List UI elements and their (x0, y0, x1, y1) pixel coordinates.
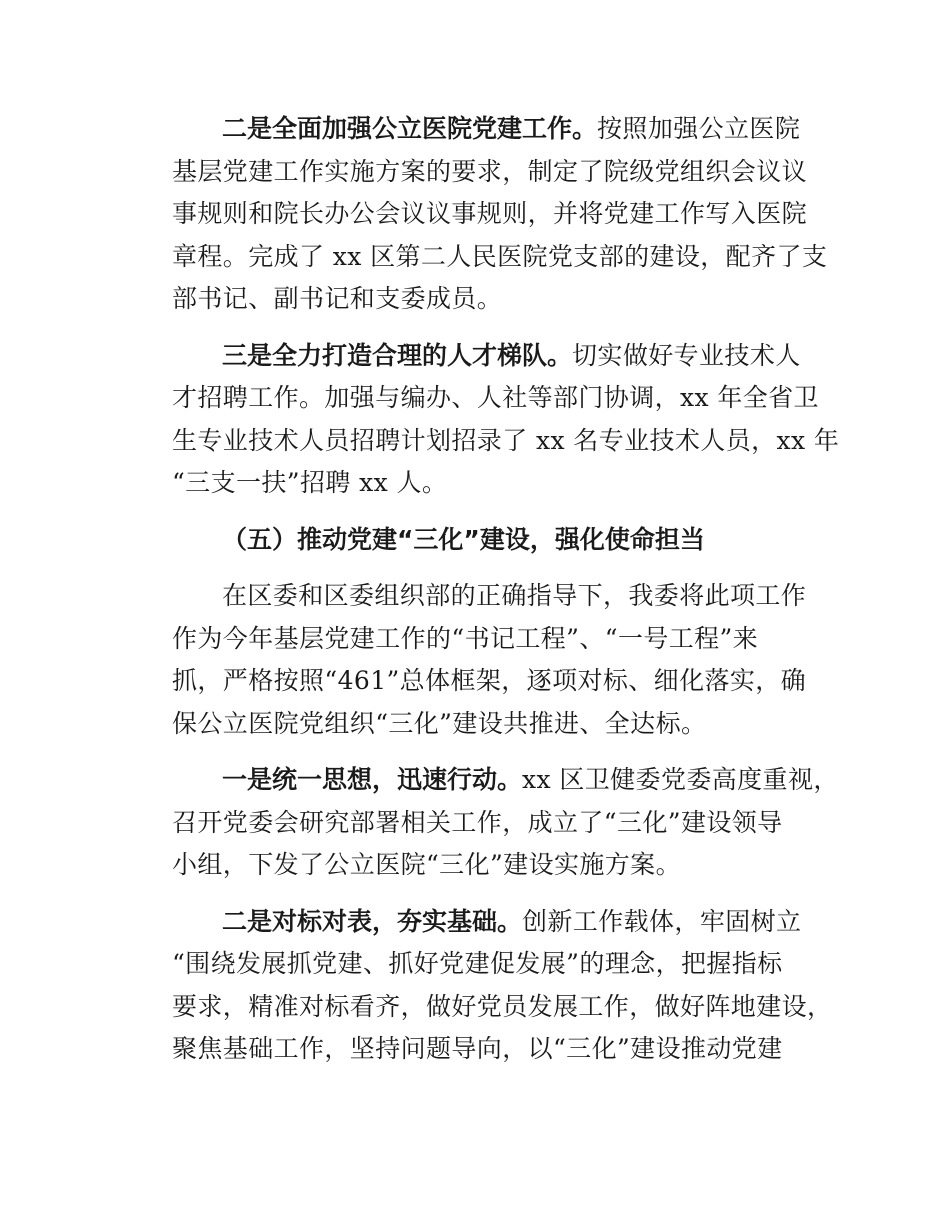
paragraph-line: 小组，下发了公立医院“三化”建设实施方案。 (172, 850, 681, 879)
paragraph-line: 要求，精准对标看齐，做好党员发展工作，做好阵地建设， (172, 991, 833, 1021)
paragraph-line: “三支一扶”招聘 xx 人。 (172, 468, 448, 497)
paragraph-line: “围绕发展抓党建、抓好党建促发展”的理念，把握指标 (172, 949, 783, 978)
paragraph-line: 基层党建工作实施方案的要求，制定了院级党组织会议议 (172, 156, 808, 186)
paragraph-line: 才招聘工作。加强与编办、人社等部门协调，xx 年全省卫 (172, 383, 819, 412)
paragraph-line: 在区委和区委组织部的正确指导下，我委将此项工作 (222, 581, 807, 610)
paragraph-text: 切实做好专业技术人 (572, 340, 801, 370)
paragraph-talent-team (172, 335, 840, 505)
paragraph-lead: 一是统一思想，迅速行动。 (222, 765, 523, 794)
paragraph-line: 保公立医院党组织“三化”建设共推进、全达标。 (172, 708, 707, 738)
paragraph-line: 聚焦基础工作，坚持问题导向，以“三化”建设推动党建 (172, 1034, 783, 1063)
paragraph-lead: 三是全力打造合理的人才梯队。 (222, 340, 573, 370)
paragraph-line: 部书记、副书记和支委成员。 (172, 284, 503, 313)
paragraph-line: 抓，严格按照“461”总体框架，逐项对标、细化落实，确 (172, 666, 807, 695)
paragraph-line: 召开党委会研究部署相关工作，成立了“三化”建设领导 (172, 807, 783, 837)
paragraph-lead: 二是对标对表，夯实基础。 (222, 906, 523, 936)
paragraph-benchmarking (172, 901, 833, 1071)
paragraph-intro (172, 575, 808, 745)
paragraph-line: 章程。完成了 xx 区第二人民医院党支部的建设，配齐了支 (172, 241, 828, 271)
paragraph-text: 创新工作载体，牢固树立 (522, 906, 802, 936)
paragraph-line: 生专业技术人员招聘计划招录了 xx 名专业技术人员，xx 年 (172, 425, 840, 455)
paragraph-unify-thinking (172, 759, 839, 887)
document-body (172, 108, 840, 1085)
paragraph-lead: 二是全面加强公立医院党建工作。 (222, 114, 598, 143)
paragraph-hospital-party-building (172, 108, 828, 321)
paragraph-line: 事规则和院长办公会议议事规则，并将党建工作写入医院 (172, 199, 808, 228)
section-heading: （五）推动党建“三化”建设，强化使命担当 (222, 524, 705, 554)
paragraph-text: 按照加强公立医院 (597, 114, 801, 143)
paragraph-text: xx 区卫健委党委高度重视， (522, 765, 839, 794)
paragraph-line: 作为今年基层党建工作的“书记工程”、“一号工程”来 (172, 623, 759, 653)
